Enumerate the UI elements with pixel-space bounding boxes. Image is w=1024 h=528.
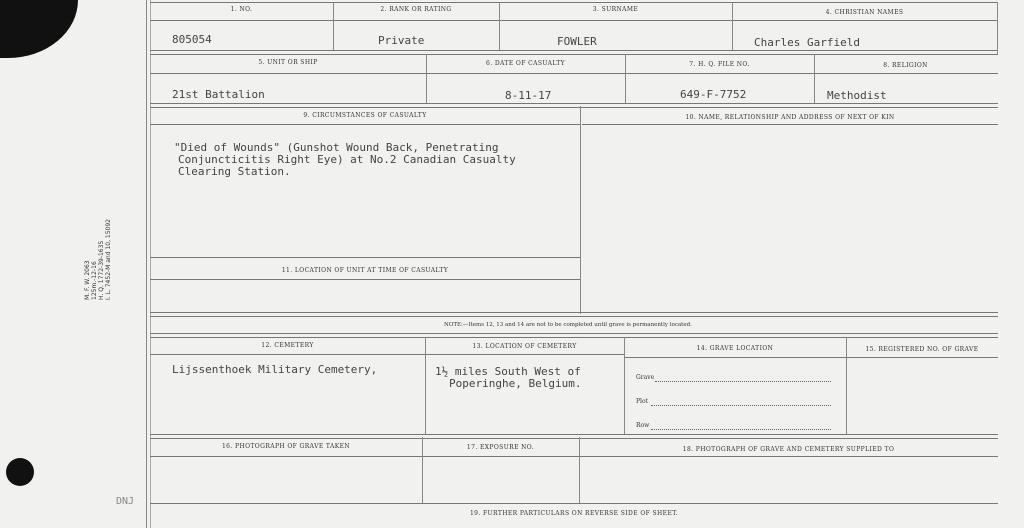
label-rank: 2. RANK OR RATING	[380, 6, 452, 13]
note-text: NOTE:—Items 12, 13 and 14 are not to be completed until grave is permanently located.	[444, 322, 692, 328]
cemetery-location-line-2: Poperinghe, Belgium.	[449, 377, 582, 390]
footer-text: 19. FURTHER PARTICULARS ON REVERSE SIDE OF SHEET.	[469, 510, 679, 517]
surname: FOWLER	[557, 35, 597, 48]
corner-mark: DNJ	[116, 496, 135, 507]
label-circumstances: 9. CIRCUMSTANCES OF CASUALTY	[303, 112, 427, 119]
hq-file-no: 649-F-7752	[680, 88, 747, 101]
label-religion: 8. RELIGION	[883, 62, 928, 69]
label-grave-location: 14. GRAVE LOCATION	[696, 345, 774, 352]
margin-line	[146, 0, 147, 528]
label-unit: 5. UNIT OR SHIP	[258, 59, 318, 66]
label-surname: 3. SURNAME	[592, 6, 639, 13]
label-date: 6. DATE OF CASUALTY	[485, 60, 566, 67]
form-codes: M. F. W. 2063 125m.-12-16 H. Q. 1772-39-1635 I. L. 7452-M and 10, 15092	[84, 219, 112, 300]
label-location-of-unit: 11. LOCATION OF UNIT AT TIME OF CASUALTY	[281, 267, 449, 274]
label-hq-file: 7. H. Q. FILE NO.	[689, 61, 750, 68]
label-christian-names: 4. CHRISTIAN NAMES	[825, 9, 904, 16]
circumstances-line-1: "Died of Wounds" (Gunshot Wound Back, Penetrating	[174, 141, 499, 154]
cemetery-name: Lijssenthoek Military Cemetery,	[172, 363, 378, 376]
label-registered-no: 15. REGISTERED NO. OF GRAVE	[865, 346, 979, 353]
circumstances-line-3: Clearing Station.	[178, 165, 291, 178]
unit: 21st Battalion	[172, 88, 265, 101]
christian-names: Charles Garfield	[754, 36, 860, 49]
rank: Private	[378, 34, 425, 47]
service-number: 805054	[172, 33, 212, 46]
religion: Methodist	[827, 89, 887, 102]
label-location-of-cemetery: 13. LOCATION OF CEMETERY	[472, 343, 577, 350]
label-photograph-taken: 16. PHOTOGRAPH OF GRAVE TAKEN	[221, 443, 351, 450]
label-photograph-supplied: 18. PHOTOGRAPH OF GRAVE AND CEMETERY SUPPLIED TO	[682, 446, 895, 453]
grave-field-label: Grave	[636, 374, 655, 381]
circumstances-line-2: Conjuncticitis Right Eye) at No.2 Canadian Casualty	[178, 153, 516, 166]
plot-field-label: Plot	[636, 398, 648, 405]
label-next-of-kin: 10. NAME, RELATIONSHIP AND ADDRESS OF NEXT OF KIN	[685, 114, 895, 121]
label-no: 1. NO.	[230, 6, 253, 13]
row-field-label: Row	[636, 422, 650, 429]
punch-hole	[6, 458, 34, 486]
torn-corner	[0, 0, 78, 58]
cemetery-location-line-1: 1½ miles South West of	[435, 365, 581, 378]
label-exposure-no: 17. EXPOSURE NO.	[466, 444, 535, 451]
date-of-casualty: 8-11-17	[505, 89, 552, 102]
label-cemetery: 12. CEMETERY	[261, 342, 314, 349]
